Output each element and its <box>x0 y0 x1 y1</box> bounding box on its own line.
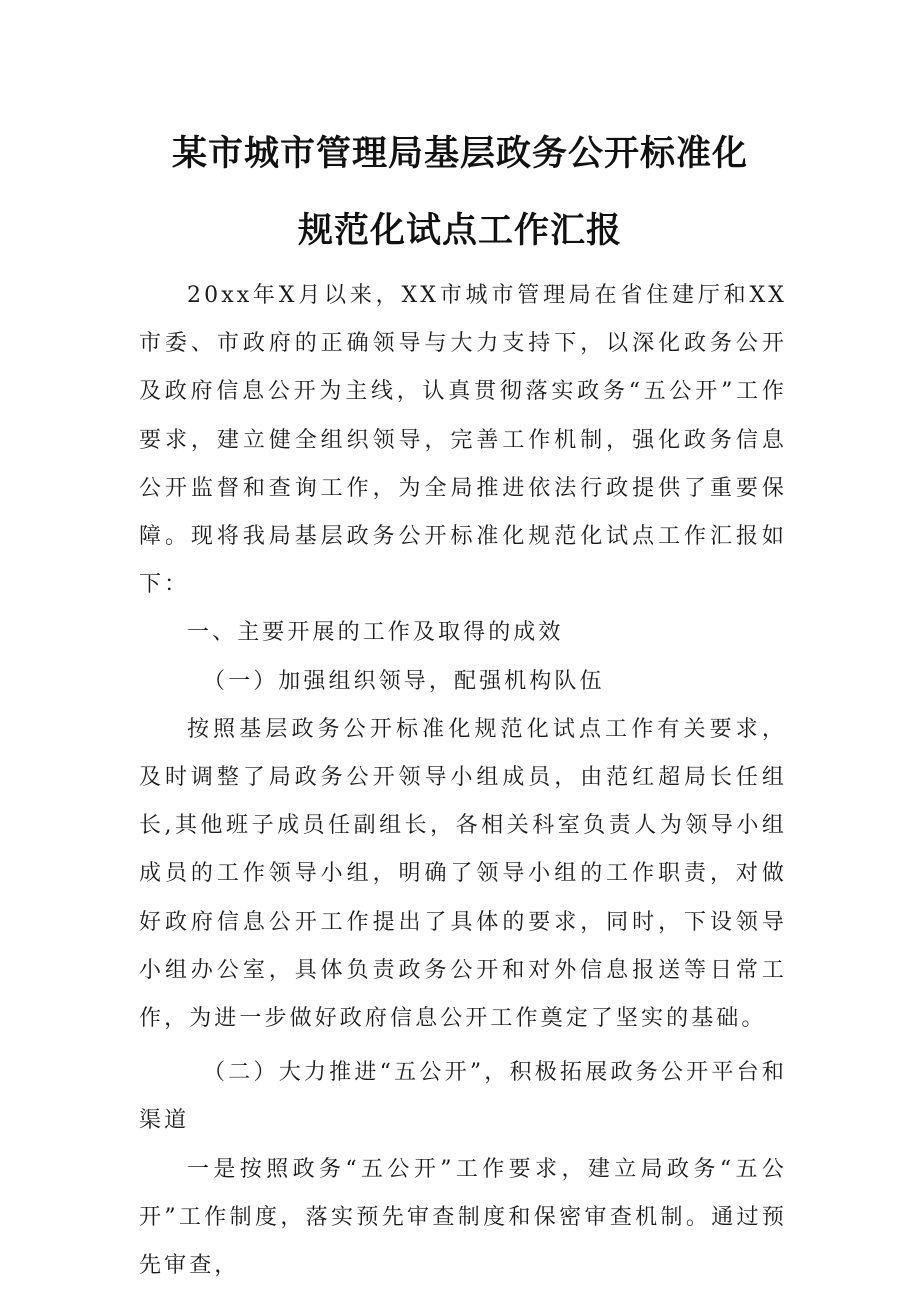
subsection-1-heading: （一）加强组织领导，配强机构队伍 <box>203 668 605 694</box>
subsection-2-paragraph: 一是按照政务“五公开”工作要求，建立局政务“五公开”工作制度，落实预先审查制度和保密审查机制。通过预先审查， <box>139 1156 787 1279</box>
section-1-heading: 一、主要开展的工作及取得的成效 <box>187 620 564 646</box>
document-title-line-2: 规范化试点工作汇报 <box>297 211 622 251</box>
document-body <box>139 272 787 1290</box>
document-title-line-1: 某市城市管理局基层政务公开标准化 <box>171 134 748 174</box>
intro-paragraph: 20xx年X月以来，XX市城市管理局在省住建厅和XX市委、市政府的正确领导与大力支持下，以深化政务公开及政府信息公开为主线，认真贯彻落实政务“五公开”工作要求，建立健全组织领导，完善工作机制，强化政务信息公开监督和查询工作，为全局推进依法行政提供了重要保障。现将我局基层政务公开标准化规范化试点工作汇报如下： <box>139 283 787 598</box>
subsection-2-heading: （二）大力推进“五公开”，积极拓展政务公开平台和渠道 <box>139 1060 787 1134</box>
subsection-1-paragraph: 按照基层政务公开标准化规范化试点工作有关要求，及时调整了局政务公开领导小组成员，由范红超局长任组长,其他班子成员任副组长，各相关科室负责人为领导小组成员的工作领导小组，明确了领导小组的工作职责，对做好政府信息公开工作提出了具体的要求，同时，下设领导小组办公室，具体负责政务公开和对外信息报送等日常工作，为进一步做好政府信息公开工作奠定了坚实的基础。 <box>139 716 787 1032</box>
